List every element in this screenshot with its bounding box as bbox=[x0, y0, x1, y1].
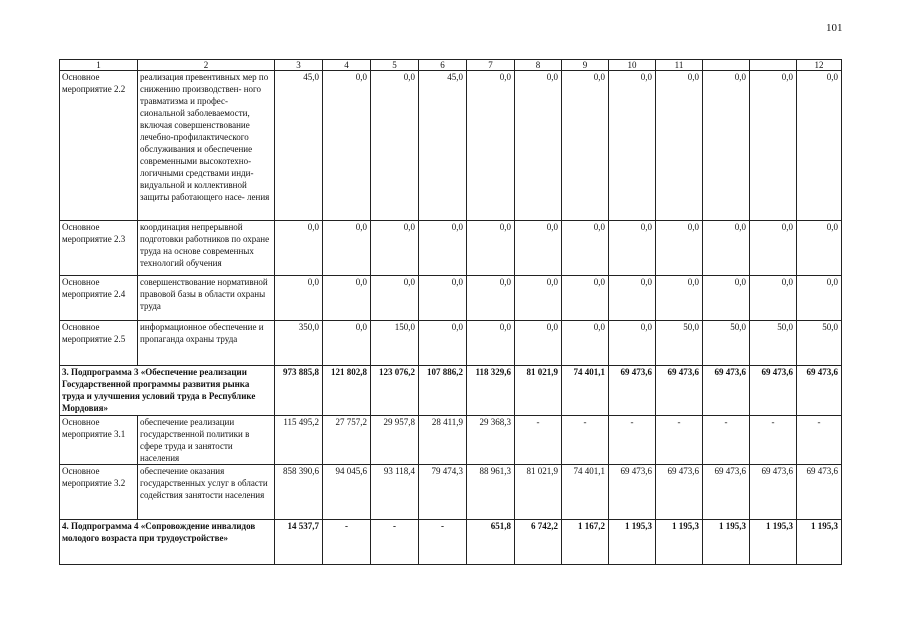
value-cell: 858 390,6 bbox=[275, 465, 323, 520]
value-cell: 28 411,9 bbox=[419, 416, 467, 465]
value-cell: - bbox=[371, 520, 419, 565]
value-cell: - bbox=[323, 520, 371, 565]
value-cell: 0,0 bbox=[515, 321, 562, 366]
column-header: 11 bbox=[656, 60, 703, 71]
table-row bbox=[60, 221, 842, 276]
value-cell: 0,0 bbox=[703, 221, 750, 276]
value-cell: 0,0 bbox=[515, 221, 562, 276]
value-cell: 0,0 bbox=[797, 221, 842, 276]
value-cell: 0,0 bbox=[609, 71, 656, 221]
column-header: 9 bbox=[562, 60, 609, 71]
activity-code: Основное мероприятие 2.2 bbox=[60, 71, 138, 221]
value-cell: 6 742,2 bbox=[515, 520, 562, 565]
value-cell: 69 473,6 bbox=[656, 465, 703, 520]
value-cell: 69 473,6 bbox=[797, 366, 842, 416]
value-cell: - bbox=[419, 520, 467, 565]
page-number: 101 bbox=[826, 22, 843, 34]
value-cell: 1 195,3 bbox=[750, 520, 797, 565]
value-cell: 0,0 bbox=[656, 276, 703, 321]
value-cell: 0,0 bbox=[656, 221, 703, 276]
subprogram-row bbox=[60, 520, 842, 565]
value-cell: 0,0 bbox=[323, 71, 371, 221]
column-header bbox=[703, 60, 750, 71]
column-header: 5 bbox=[371, 60, 419, 71]
value-cell: 0,0 bbox=[419, 276, 467, 321]
value-cell: 0,0 bbox=[371, 221, 419, 276]
value-cell: 0,0 bbox=[656, 71, 703, 221]
value-cell: 0,0 bbox=[323, 276, 371, 321]
value-cell: 0,0 bbox=[562, 71, 609, 221]
value-cell: 50,0 bbox=[656, 321, 703, 366]
value-cell: 973 885,8 bbox=[275, 366, 323, 416]
table-body bbox=[60, 60, 842, 565]
value-cell: 69 473,6 bbox=[797, 465, 842, 520]
column-header: 12 bbox=[797, 60, 842, 71]
value-cell: 1 167,2 bbox=[562, 520, 609, 565]
value-cell: 69 473,6 bbox=[656, 366, 703, 416]
activity-code: Основное мероприятие 2.3 bbox=[60, 221, 138, 276]
value-cell: 0,0 bbox=[467, 71, 515, 221]
value-cell: 0,0 bbox=[419, 221, 467, 276]
value-cell: 0,0 bbox=[609, 221, 656, 276]
value-cell: 0,0 bbox=[467, 276, 515, 321]
value-cell: 69 473,6 bbox=[703, 366, 750, 416]
value-cell: 74 401,1 bbox=[562, 465, 609, 520]
value-cell: 0,0 bbox=[609, 321, 656, 366]
table-row bbox=[60, 276, 842, 321]
column-header bbox=[750, 60, 797, 71]
column-header: 10 bbox=[609, 60, 656, 71]
column-header: 8 bbox=[515, 60, 562, 71]
value-cell: 69 473,6 bbox=[750, 465, 797, 520]
value-cell: 29 957,8 bbox=[371, 416, 419, 465]
value-cell: 350,0 bbox=[275, 321, 323, 366]
value-cell: 45,0 bbox=[419, 71, 467, 221]
activity-description: реализация превентивных мер по снижению производствен- ного травматизма и профес- сиональной заболеваемости, включая совершенствование лечебно-профилактического обслуживания и обеспечение современными высокотехно- логичными средствами инди- видуальной и коллективной защиты работающего насе- ления bbox=[138, 71, 275, 221]
value-cell: 0,0 bbox=[275, 221, 323, 276]
table-row bbox=[60, 321, 842, 366]
value-cell: 69 473,6 bbox=[609, 465, 656, 520]
value-cell: 27 757,2 bbox=[323, 416, 371, 465]
value-cell: 0,0 bbox=[515, 276, 562, 321]
subprogram-row bbox=[60, 366, 842, 416]
value-cell: 0,0 bbox=[797, 276, 842, 321]
column-header: 7 bbox=[467, 60, 515, 71]
value-cell: 14 537,7 bbox=[275, 520, 323, 565]
value-cell: 0,0 bbox=[562, 221, 609, 276]
value-cell: - bbox=[797, 416, 842, 465]
value-cell: - bbox=[703, 416, 750, 465]
value-cell: 0,0 bbox=[750, 276, 797, 321]
column-header: 4 bbox=[323, 60, 371, 71]
header-row bbox=[60, 60, 842, 71]
activity-description: совершенствование нормативной правовой базы в области охраны труда bbox=[138, 276, 275, 321]
table-row bbox=[60, 465, 842, 520]
activity-description: обеспечение реализации государственной политики в сфере труда и занятости населения bbox=[138, 416, 275, 465]
value-cell: 0,0 bbox=[275, 276, 323, 321]
value-cell: 0,0 bbox=[750, 221, 797, 276]
value-cell: 79 474,3 bbox=[419, 465, 467, 520]
activity-code: Основное мероприятие 2.4 bbox=[60, 276, 138, 321]
value-cell: 121 802,8 bbox=[323, 366, 371, 416]
value-cell: 0,0 bbox=[419, 321, 467, 366]
value-cell: 50,0 bbox=[750, 321, 797, 366]
value-cell: - bbox=[656, 416, 703, 465]
value-cell: 1 195,3 bbox=[609, 520, 656, 565]
value-cell: 94 045,6 bbox=[323, 465, 371, 520]
value-cell: 1 195,3 bbox=[797, 520, 842, 565]
value-cell: 1 195,3 bbox=[656, 520, 703, 565]
value-cell: 0,0 bbox=[562, 276, 609, 321]
value-cell: 45,0 bbox=[275, 71, 323, 221]
value-cell: 0,0 bbox=[371, 276, 419, 321]
value-cell: 29 368,3 bbox=[467, 416, 515, 465]
value-cell: 0,0 bbox=[323, 321, 371, 366]
activity-code: Основное мероприятие 3.2 bbox=[60, 465, 138, 520]
value-cell: 88 961,3 bbox=[467, 465, 515, 520]
value-cell: 69 473,6 bbox=[750, 366, 797, 416]
value-cell: 107 886,2 bbox=[419, 366, 467, 416]
activity-description: информационное обеспечение и пропаганда охраны труда bbox=[138, 321, 275, 366]
value-cell: 0,0 bbox=[609, 276, 656, 321]
value-cell: 0,0 bbox=[703, 71, 750, 221]
value-cell: 0,0 bbox=[467, 221, 515, 276]
value-cell: 0,0 bbox=[562, 321, 609, 366]
table-row bbox=[60, 71, 842, 221]
value-cell: 0,0 bbox=[797, 71, 842, 221]
value-cell: 0,0 bbox=[371, 71, 419, 221]
value-cell: 93 118,4 bbox=[371, 465, 419, 520]
value-cell: 115 495,2 bbox=[275, 416, 323, 465]
subprogram-title: 4. Подпрограмма 4 «Сопровождение инвалидов молодого возраста при трудоустройстве» bbox=[60, 520, 275, 565]
value-cell: - bbox=[750, 416, 797, 465]
value-cell: 123 076,2 bbox=[371, 366, 419, 416]
value-cell: 50,0 bbox=[797, 321, 842, 366]
value-cell: 150,0 bbox=[371, 321, 419, 366]
activity-code: Основное мероприятие 2.5 bbox=[60, 321, 138, 366]
value-cell: - bbox=[609, 416, 656, 465]
value-cell: 81 021,9 bbox=[515, 465, 562, 520]
column-header: 3 bbox=[275, 60, 323, 71]
value-cell: - bbox=[515, 416, 562, 465]
value-cell: 50,0 bbox=[703, 321, 750, 366]
value-cell: 0,0 bbox=[323, 221, 371, 276]
value-cell: 651,8 bbox=[467, 520, 515, 565]
budget-table bbox=[59, 59, 842, 565]
table-row bbox=[60, 416, 842, 465]
value-cell: - bbox=[562, 416, 609, 465]
column-header: 1 bbox=[60, 60, 138, 71]
activity-description: обеспечение оказания государственных услуг в области содействия занятости населения bbox=[138, 465, 275, 520]
subprogram-title: 3. Подпрограмма 3 «Обеспечение реализации Государственной программы развития рынка труда и улучшения условий труда в Республике Мордовия» bbox=[60, 366, 275, 416]
value-cell: 0,0 bbox=[515, 71, 562, 221]
column-header: 2 bbox=[138, 60, 275, 71]
value-cell: 0,0 bbox=[750, 71, 797, 221]
value-cell: 81 021,9 bbox=[515, 366, 562, 416]
activity-description: координация непрерывной подготовки работников по охране труда на основе современных технологий обучения bbox=[138, 221, 275, 276]
value-cell: 0,0 bbox=[467, 321, 515, 366]
value-cell: 69 473,6 bbox=[703, 465, 750, 520]
value-cell: 118 329,6 bbox=[467, 366, 515, 416]
value-cell: 74 401,1 bbox=[562, 366, 609, 416]
value-cell: 0,0 bbox=[703, 276, 750, 321]
column-header: 6 bbox=[419, 60, 467, 71]
value-cell: 69 473,6 bbox=[609, 366, 656, 416]
activity-code: Основное мероприятие 3.1 bbox=[60, 416, 138, 465]
value-cell: 1 195,3 bbox=[703, 520, 750, 565]
